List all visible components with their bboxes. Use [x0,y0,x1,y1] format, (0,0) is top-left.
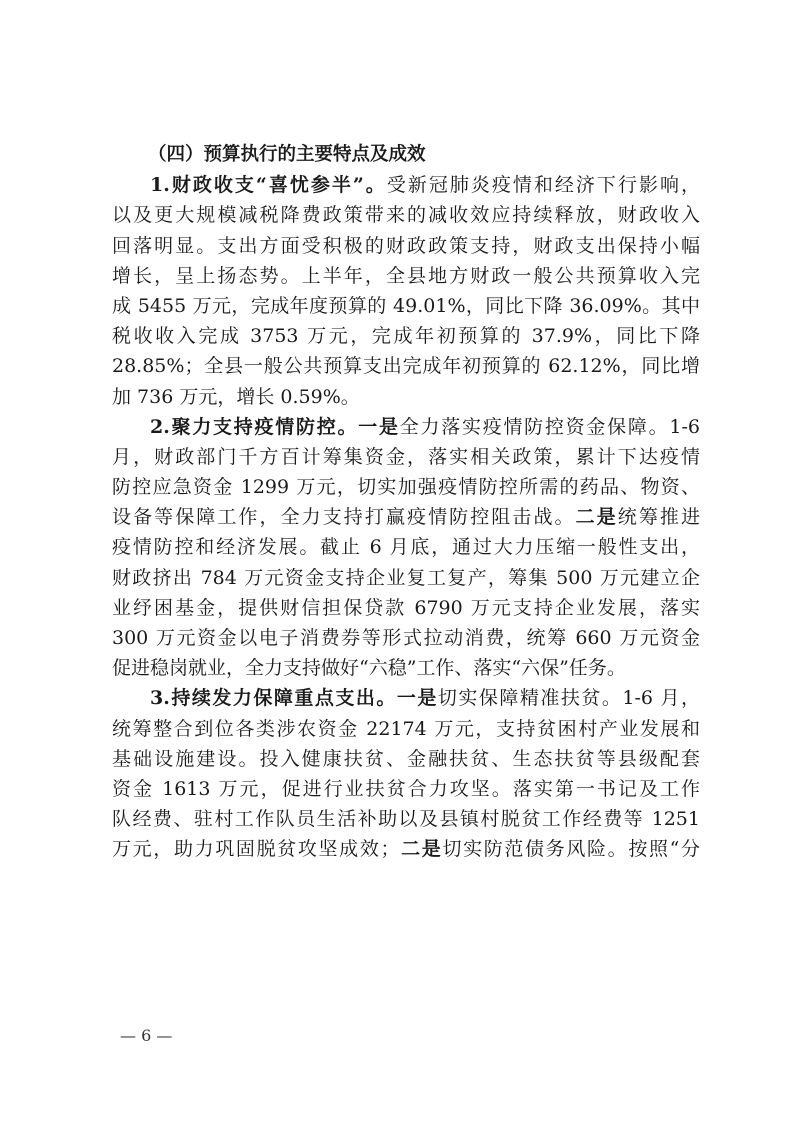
page-number: — 6 — [120,1026,173,1045]
paragraph-line [112,834,700,864]
keyword-first: 一是 [358,415,400,438]
paragraph-line: 成 5455 万元，完成年度预算的 49.01%，同比下降 36.09%。其中 [112,294,700,317]
paragraph-line: 业纾困基金，提供财信担保贷款 6790 万元支持企业发展，落实 [112,596,700,619]
paragraph-line: 300 万元资金以电子消费券等形式拉动消费，统筹 660 万元资金 [112,627,700,649]
paragraph-line: 税收收入完成 3753 万元，完成年初预算的 37.9%，同比下降 [112,325,700,348]
paragraph-line: 资金 1613 万元，促进行业扶贫合力攻坚。落实第一书记及工作 [112,777,700,800]
keyword-second: 二是 [575,506,618,529]
paragraph-line: 促进稳岗就业，全力支持做好“六稳”工作、落实“六保”任务。 [112,657,626,680]
document-body [112,140,700,865]
paragraph-epidemic-prevention [112,412,700,684]
paragraph-line [112,502,700,532]
paragraph-lead: 1.财政收支“喜忧参半”。 [150,174,387,197]
paragraph-line [112,170,700,200]
paragraph-text: 万元，助力巩固脱贫攻坚成效； [112,838,400,861]
paragraph-text: 受新冠肺炎疫情和经济下行影响， [386,174,700,197]
section-heading: （四）预算执行的主要特点及成效 [148,144,426,165]
paragraph-line: 回落明显。支出方面受积极的财政政策支持，财政支出保持小幅 [112,234,700,257]
keyword-second: 二是 [399,838,443,861]
paragraph-fiscal-revenue-expenditure [112,170,700,412]
paragraph-line: 防控应急资金 1299 万元，切实加强疫情防控所需的药品、物资、 [112,476,700,499]
paragraph-text: 切实防范债务风险。按照“分 [442,838,700,861]
paragraph-line: 基础设施建设。投入健康扶贫、金融扶贫、生态扶贫等县级配套 [112,747,700,770]
paragraph-key-expenditure [112,683,700,864]
paragraph-line: 28.85%；全县一般公共预算支出完成年初预算的 62.12%，同比增 [112,355,700,378]
paragraph-line: 财政挤出 784 万元资金支持企业复工复产，筹集 500 万元建立企 [112,566,700,589]
paragraph-line: 增长，呈上扬态势。上半年，全县地方财政一般公共预算收入完 [112,264,700,287]
paragraph-line: 疫情防控和经济发展。截止 6 月底，通过大力压缩一般性支出， [112,536,700,559]
paragraph-line: 加 736 万元，增长 0.59%。 [112,385,360,408]
keyword-first: 一是 [396,687,438,710]
paragraph-lead: 3.持续发力保障重点支出。 [150,687,397,710]
paragraph-line [112,412,700,442]
paragraph-line [112,683,700,713]
paragraph-line: 以及更大规模减税降费政策带来的减收效应持续释放，财政收入 [112,204,700,227]
paragraph-text: 切实保障精准扶贫。1-6 月， [437,687,700,710]
paragraph-line: 队经费、驻村工作队员生活补助以及县镇村脱贫工作经费等 1251 [112,808,700,831]
paragraph-line: 统筹整合到位各类涉农资金 22174 万元，支持贫困村产业发展和 [112,717,700,740]
paragraph-text: 设备等保障工作，全力支持打赢疫情防控阻击战。 [112,506,576,529]
paragraph-text: 统筹推进 [617,506,700,529]
paragraph-text: 全力落实疫情防控资金保障。1-6 [399,415,700,438]
paragraph-lead: 2.聚力支持疫情防控。 [150,415,359,438]
paragraph-line: 月，财政部门千方百计筹集资金，落实相关政策，累计下达疫情 [112,445,700,468]
